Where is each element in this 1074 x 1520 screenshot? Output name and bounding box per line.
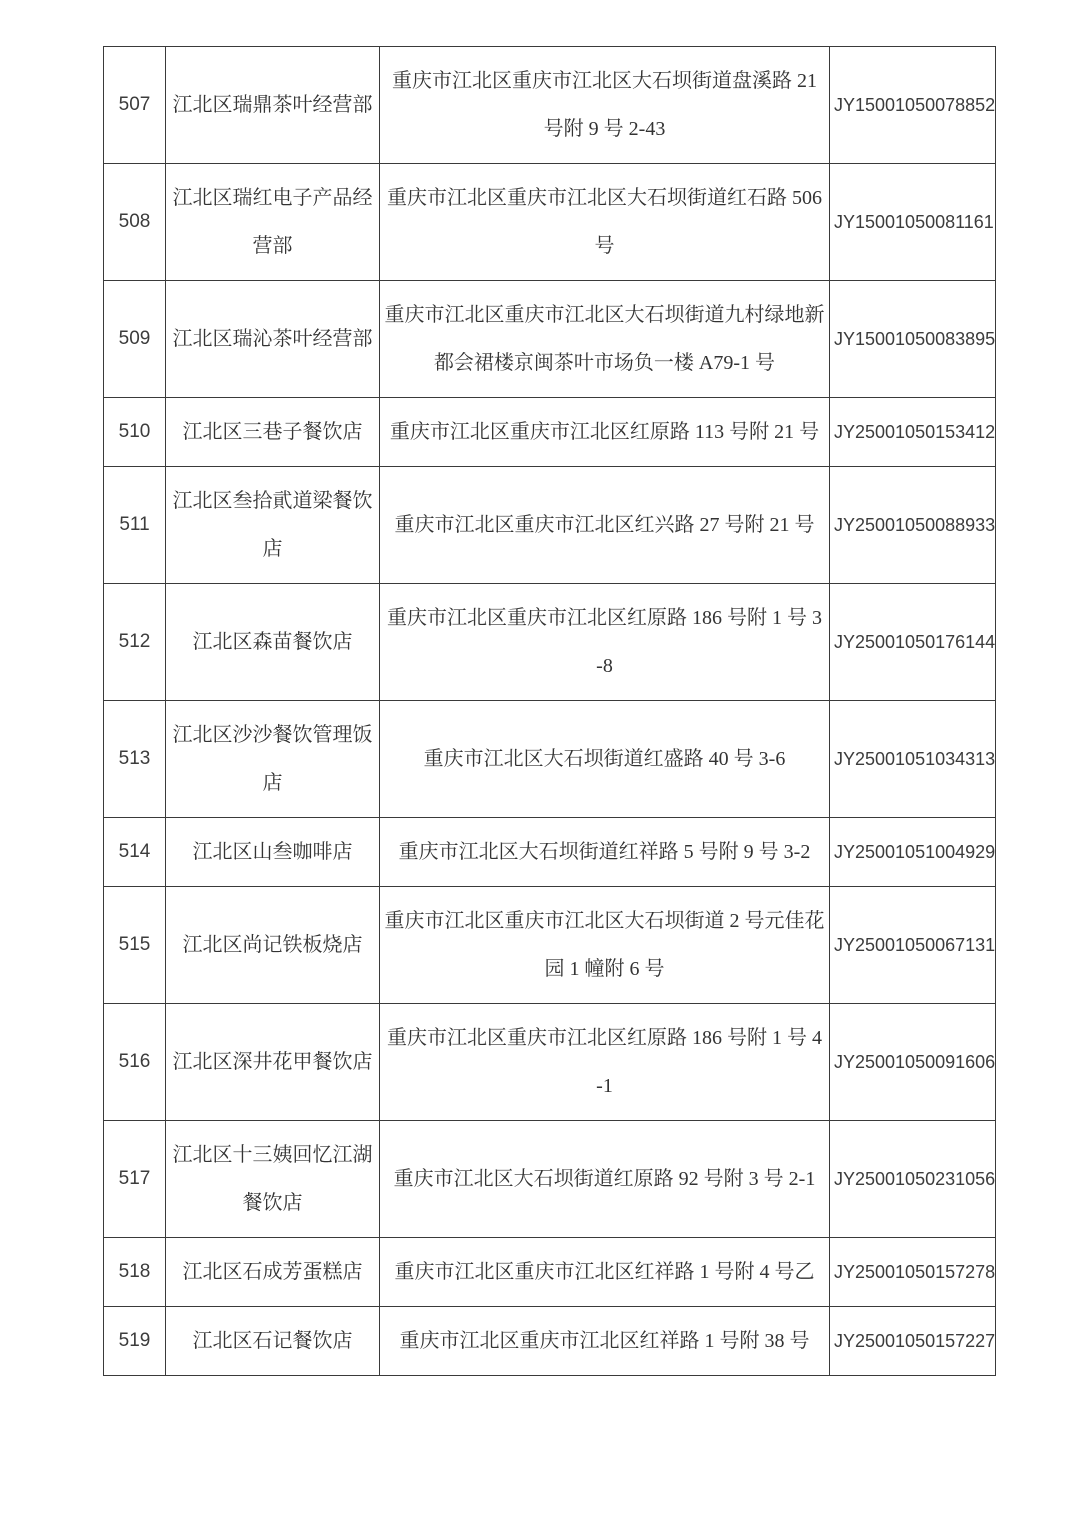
table-row <box>104 701 996 818</box>
license-number: JY25001050153412 <box>830 398 996 467</box>
business-name: 江北区山叁咖啡店 <box>166 818 380 887</box>
license-number: JY15001050078852 <box>830 47 996 164</box>
row-number: 512 <box>104 584 166 701</box>
business-name: 江北区石记餐饮店 <box>166 1307 380 1376</box>
business-address: 重庆市江北区重庆市江北区红祥路 1 号附 38 号 <box>380 1307 830 1376</box>
business-name: 江北区十三姨回忆江湖餐饮店 <box>166 1121 380 1238</box>
business-address: 重庆市江北区大石坝街道红祥路 5 号附 9 号 3-2 <box>380 818 830 887</box>
business-name: 江北区瑞鼎茶叶经营部 <box>166 47 380 164</box>
business-address: 重庆市江北区重庆市江北区红祥路 1 号附 4 号乙 <box>380 1238 830 1307</box>
table-row <box>104 398 996 467</box>
table-row <box>104 887 996 1004</box>
table-row <box>104 467 996 584</box>
license-number: JY25001051034313 <box>830 701 996 818</box>
table-row <box>104 818 996 887</box>
row-number: 519 <box>104 1307 166 1376</box>
business-name: 江北区沙沙餐饮管理饭店 <box>166 701 380 818</box>
license-number: JY25001050157278 <box>830 1238 996 1307</box>
business-address: 重庆市江北区大石坝街道红盛路 40 号 3-6 <box>380 701 830 818</box>
business-address: 重庆市江北区大石坝街道红原路 92 号附 3 号 2-1 <box>380 1121 830 1238</box>
row-number: 509 <box>104 281 166 398</box>
license-number: JY25001050088933 <box>830 467 996 584</box>
business-address: 重庆市江北区重庆市江北区红原路 186 号附 1 号 4-1 <box>380 1004 830 1121</box>
business-address: 重庆市江北区重庆市江北区红兴路 27 号附 21 号 <box>380 467 830 584</box>
business-address: 重庆市江北区重庆市江北区红原路 113 号附 21 号 <box>380 398 830 467</box>
table-row <box>104 47 996 164</box>
license-number: JY15001050083895 <box>830 281 996 398</box>
license-number: JY25001050176144 <box>830 584 996 701</box>
row-number: 511 <box>104 467 166 584</box>
row-number: 516 <box>104 1004 166 1121</box>
license-number: JY25001050091606 <box>830 1004 996 1121</box>
business-name: 江北区深井花甲餐饮店 <box>166 1004 380 1121</box>
row-number: 518 <box>104 1238 166 1307</box>
license-number: JY25001050157227 <box>830 1307 996 1376</box>
license-number: JY25001050231056 <box>830 1121 996 1238</box>
row-number: 510 <box>104 398 166 467</box>
business-name: 江北区尚记铁板烧店 <box>166 887 380 1004</box>
license-number: JY25001050067131 <box>830 887 996 1004</box>
business-address: 重庆市江北区重庆市江北区大石坝街道 2 号元佳花园 1 幢附 6 号 <box>380 887 830 1004</box>
business-name: 江北区瑞沁茶叶经营部 <box>166 281 380 398</box>
business-name: 江北区叁拾貮道梁餐饮店 <box>166 467 380 584</box>
row-number: 507 <box>104 47 166 164</box>
row-number: 513 <box>104 701 166 818</box>
table-row <box>104 1121 996 1238</box>
business-name: 江北区瑞红电子产品经营部 <box>166 164 380 281</box>
row-number: 517 <box>104 1121 166 1238</box>
row-number: 514 <box>104 818 166 887</box>
table-row <box>104 281 996 398</box>
business-address: 重庆市江北区重庆市江北区大石坝街道九村绿地新都会裙楼京闽茶叶市场负一楼 A79-1 号 <box>380 281 830 398</box>
business-registration-table <box>103 46 996 1376</box>
row-number: 515 <box>104 887 166 1004</box>
license-number: JY25001051004929 <box>830 818 996 887</box>
business-name: 江北区石成芳蛋糕店 <box>166 1238 380 1307</box>
business-name: 江北区森苗餐饮店 <box>166 584 380 701</box>
business-address: 重庆市江北区重庆市江北区大石坝街道盘溪路 21 号附 9 号 2-43 <box>380 47 830 164</box>
business-address: 重庆市江北区重庆市江北区大石坝街道红石路 506 号 <box>380 164 830 281</box>
business-name: 江北区三巷子餐饮店 <box>166 398 380 467</box>
row-number: 508 <box>104 164 166 281</box>
table-row <box>104 1238 996 1307</box>
table-row <box>104 1004 996 1121</box>
table-row <box>104 164 996 281</box>
license-number: JY15001050081161 <box>830 164 996 281</box>
table-row <box>104 1307 996 1376</box>
business-address: 重庆市江北区重庆市江北区红原路 186 号附 1 号 3-8 <box>380 584 830 701</box>
table-row <box>104 584 996 701</box>
